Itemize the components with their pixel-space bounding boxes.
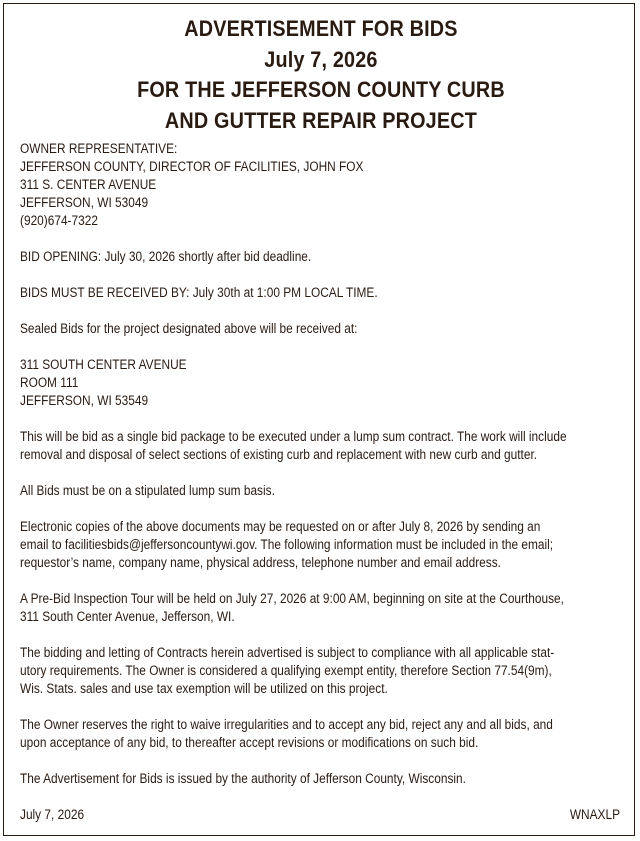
bidding-paragraph: [20, 644, 622, 698]
reserves-line-2: upon acceptance of any bid, to thereafter accept revisions or modifications on such bid.: [20, 735, 479, 750]
electronic-line-2: email to facilitiesbids@jeffersoncountywi.gov. The following information must be included in the email;: [20, 537, 554, 552]
bidding-line-1: The bidding and letting of Contracts herein advertised is subject to compliance with all applicable stat-: [20, 645, 555, 660]
sealed-bids: Sealed Bids for the project designated above will be received at:: [20, 321, 358, 336]
bids-received: BIDS MUST BE RECEIVED BY: July 30th at 1:00 PM LOCAL TIME.: [20, 285, 378, 300]
owner-label: OWNER REPRESENTATIVE:: [20, 141, 178, 156]
owner-street: 311 S. CENTER AVENUE: [20, 177, 157, 192]
footer-code: WNAXLP: [569, 807, 620, 822]
title-date: July 7, 2026: [264, 46, 378, 72]
location-city: JEFFERSON, WI 53549: [20, 393, 149, 408]
package-line-1: This will be bid as a single bid package to be executed under a lump sum contract. The work will include: [20, 429, 567, 444]
prebid-line-1: A Pre-Bid Inspection Tour will be held on July 27, 2026 at 9:00 AM, beginning on site at the Courthouse,: [20, 591, 564, 606]
project-title-line-1: FOR THE JEFFERSON COUNTY CURB: [137, 77, 505, 102]
owner-block: [20, 140, 622, 230]
bidding-line-3: Wis. Stats. sales and use tax exemption will be utilized on this project.: [20, 681, 388, 696]
heading-block: [20, 14, 622, 136]
electronic-line-3: requestor’s name, company name, physical address, telephone number and email address.: [20, 555, 501, 570]
location-room: ROOM 111: [20, 375, 79, 390]
authority-paragraph: [20, 770, 622, 788]
sealed-bids-paragraph: [20, 320, 622, 338]
package-line-2: removal and disposal of select sections of existing curb and replacement with new curb and gutter.: [20, 447, 538, 462]
authority: The Advertisement for Bids is issued by the authority of Jefferson County, Wisconsin.: [20, 771, 466, 786]
bidding-line-2: utory requirements. The Owner is considered a qualifying exempt entity, therefore Section 77.54(9m),: [20, 663, 552, 678]
owner-phone: (920)674-7322: [20, 213, 98, 228]
location-street: 311 SOUTH CENTER AVENUE: [20, 357, 187, 372]
footer-date: July 7, 2026: [20, 807, 85, 822]
bid-opening-paragraph: [20, 248, 622, 266]
prebid-paragraph: [20, 590, 622, 626]
bid-opening: BID OPENING: July 30, 2026 shortly after bid deadline.: [20, 249, 312, 264]
owner-name: JEFFERSON COUNTY, DIRECTOR OF FACILITIES, JOHN FOX: [20, 159, 364, 174]
advertisement-document: [20, 14, 622, 806]
title: ADVERTISEMENT FOR BIDS: [184, 16, 458, 41]
owner-city: JEFFERSON, WI 53049: [20, 195, 149, 210]
prebid-line-2: 311 South Center Avenue, Jefferson, WI.: [20, 609, 235, 624]
reserves-paragraph: [20, 716, 622, 752]
lump-sum-paragraph: [20, 482, 622, 500]
location-block: [20, 356, 622, 410]
package-paragraph: [20, 428, 622, 464]
lump-sum: All Bids must be on a stipulated lump sum basis.: [20, 483, 275, 498]
electronic-line-1: Electronic copies of the above documents may be requested on or after July 8, 2026 by sending an: [20, 519, 541, 534]
reserves-line-1: The Owner reserves the right to waive irregularities and to accept any bid, reject any and all bids, and: [20, 717, 553, 732]
electronic-copies-paragraph: [20, 518, 622, 572]
project-title-line-2: AND GUTTER REPAIR PROJECT: [164, 107, 477, 133]
bids-received-paragraph: [20, 284, 622, 302]
